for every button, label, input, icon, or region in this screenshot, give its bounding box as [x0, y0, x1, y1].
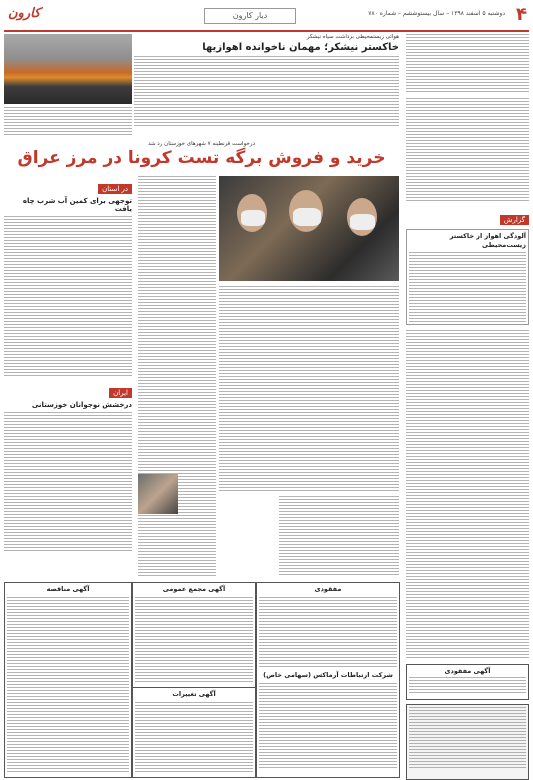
notice-box-right2	[406, 704, 529, 780]
ahvaz-headline: آلودگی اهواز از خاکستر زیست‌محیطی	[449, 232, 526, 249]
ahvaz-article	[406, 229, 529, 325]
tnews-kicker: هوائی زیستمحیطی برداشت سیاه نیشکر	[306, 34, 399, 40]
notice-box-2	[132, 582, 256, 688]
masthead	[4, 4, 529, 32]
notice4-title: شرکت ارتباطات آرماکس (سهامی خاص)	[263, 670, 393, 679]
right-top-headline	[406, 34, 529, 94]
newspaper-page	[4, 4, 529, 776]
province-section	[4, 176, 132, 195]
notice5-title: مفقودی	[314, 585, 342, 593]
left-column	[4, 176, 132, 552]
notice-box-right	[406, 664, 529, 700]
top-article	[134, 34, 399, 126]
page-number: ۴	[516, 4, 527, 25]
notice-box-1	[4, 582, 132, 778]
smoke-photo	[4, 34, 132, 104]
notice1-title: آگهی مناقصه	[46, 585, 90, 593]
local-headline: توجهی برای کمین آب شرب چاه یافت	[22, 197, 132, 213]
logo: کارون	[8, 6, 41, 21]
section-title: دیار کارون	[204, 8, 296, 24]
local2-headline: درخشش نوجوانان خوزستانی	[31, 401, 132, 409]
lead-article-head	[4, 141, 399, 168]
report-section	[406, 207, 529, 226]
notice6-title: آگهی مفقودی	[444, 666, 491, 675]
notice2-title: آگهی مجمع عمومی	[162, 585, 226, 593]
lead-subtitle: درخواست قرنطینه ۷ شهرهای خوزستان رد شد	[148, 141, 255, 147]
inset-photo	[138, 474, 178, 514]
province-label: در استان	[98, 184, 132, 194]
main-photo	[219, 176, 399, 281]
ahvaz-section	[4, 380, 132, 399]
report-label: گزارش	[500, 215, 529, 225]
issue-info: دوشنبه ۵ اسفند ۱۳۹۸ – سال بیستوششم – شماره ۷۸۰	[368, 10, 505, 17]
notice3-title: آگهی تغییرات	[172, 690, 216, 698]
notice-box-4	[256, 582, 400, 778]
right-column	[406, 34, 529, 780]
ahvaz-label: ایران	[109, 388, 132, 398]
lead-headline: خرید و فروش برگه تست کرونا در مرز عراق	[17, 148, 386, 169]
tnews-headline: خاکستر نیشکر؛ مهمان ناخوانده اهوازیها	[202, 42, 399, 54]
notice-box-3	[132, 687, 256, 778]
